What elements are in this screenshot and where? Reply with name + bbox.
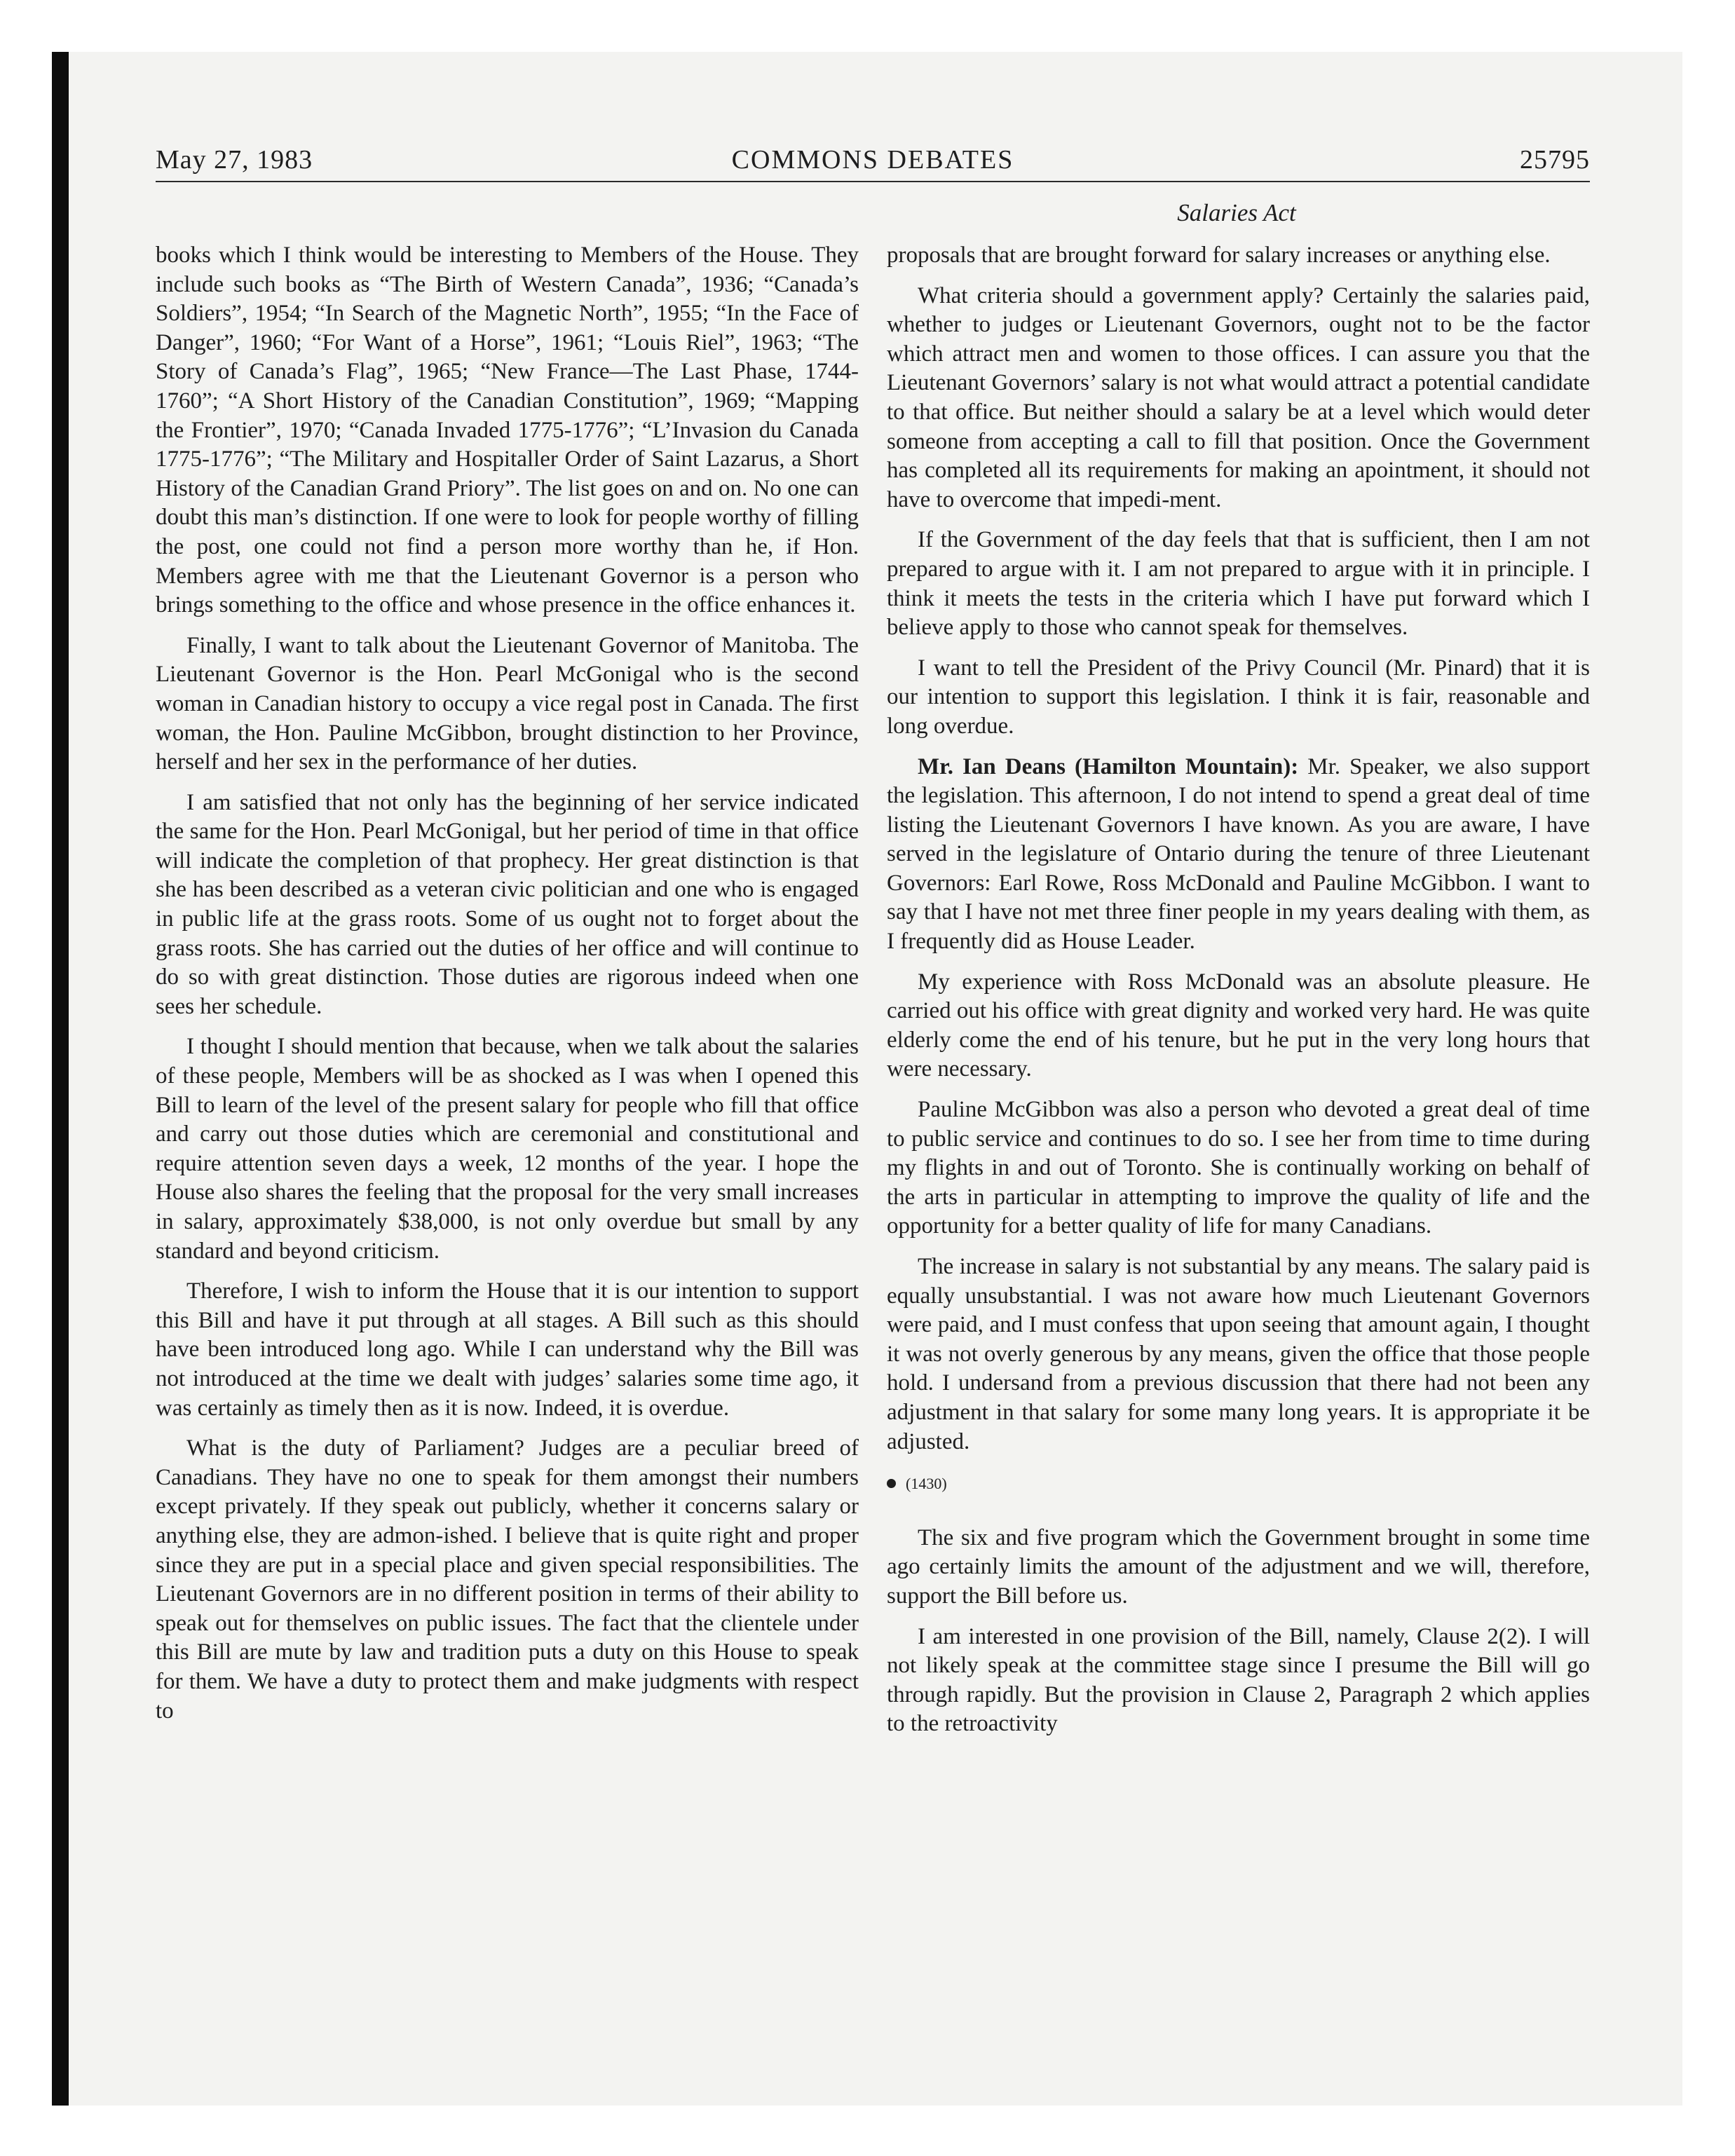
header-date: May 27, 1983 <box>156 145 313 175</box>
paragraph: I am interested in one provision of the Bill, namely, Clause 2(2). I will not likely speak at the committee stage since I presume the Bill will go through rapidly. But the provision in Clause 2, Paragraph 2 which applies to the retroactivity <box>887 1623 1590 1737</box>
bullet-icon <box>887 1479 896 1488</box>
scan-border <box>52 52 69 2106</box>
header-publication-title: COMMONS DEBATES <box>731 145 1014 175</box>
paragraph: My experience with Ross McDonald was an absolute pleasure. He carried out his office with great dignity and worked very hard. He was quite elderly come the end of his tenure, but he put in the very long hours that were necessary. <box>887 969 1590 1082</box>
paragraph: What criteria should a government apply? Certainly the salaries paid, whether to judges or Lieutenant Governors, ought not to be the factor which attract men and women to those offices. I can assure you that the Lieutenant Governors’ salary is not what would attract a potential candidate to that office. But neither should a salary be at a level which would deter someone from accepting a call to fill that position. Once the Government has completed all its requirements for making an apointment, it should not have to overcome that impedi-ment. <box>887 282 1590 512</box>
paragraph: The six and five program which the Government brought in some time ago certainly limits the amount of the adjustment and we will, therefore, support the Bill before us. <box>887 1524 1590 1609</box>
paragraph: Pauline McGibbon was also a person who devoted a great deal of time to public service and continues to do so. I see her from time to time during my flights in and out of Toronto. She is continually working on behalf of the arts in particular in attempting to improve the quality of life and the opportunity for a better quality of life for many Canadians. <box>887 1097 1590 1239</box>
speaker-paragraph <box>887 753 1590 957</box>
paragraph: I want to tell the President of the Privy Council (Mr. Pinard) that it is our intention to support this legislation. I think it is fair, reasonable and long overdue. <box>887 655 1590 739</box>
paragraph: The increase in salary is not substantial by any means. The salary paid is equally unsubstantial. I was not aware how much Lieutenant Governors were paid, and I must confess that upon seeing that amount again, I thought it was not overly generous by any means, given the office that those people hold. I undersand from a previous discussion that there had not been any adjustment in that salary for some many long years. It is appropriate it be adjusted. <box>887 1254 1590 1454</box>
page-header <box>156 144 1590 184</box>
time-marker <box>887 1469 1590 1499</box>
paragraph: I thought I should mention that because, when we talk about the salaries of these people, Members will be as shocked as I was when I opened this Bill to learn of the level of the present salary for people who fill that office and carry out those duties which are ceremonial and constitutional and require attention seven days a week, 12 months of the year. I hope the House also shares the feeling that the proposal for the very small increases in salary, approximately $38,000, is not only overdue but small by any standard and beyond criticism. <box>156 1034 859 1264</box>
right-column <box>887 241 1590 1750</box>
paragraph: Finally, I want to talk about the Lieutenant Governor of Manitoba. The Lieutenant Governor is the Hon. Pearl McGonigal who is the second woman in Canadian history to occupy a vice regal post in Canada. The first woman, the Hon. Pauline McGibbon, brought distinction to her Province, herself and her sex in the performance of her duties. <box>156 632 859 775</box>
paragraph: If the Government of the day feels that that is sufficient, then I am not prepared to argue with it. I am not prepared to argue with it in principle. I think it meets the tests in the criteria which I have put forward which I believe apply to those who cannot speak for themselves. <box>887 527 1590 641</box>
section-title: Salaries Act <box>1177 199 1296 226</box>
paragraph: I am satisfied that not only has the beginning of her service indicated the same for the Hon. Pearl McGonigal, but her period of time in that office will indicate the completion of that prophecy. Her great distinction is that she has been described as a veteran civic politician and one who is engaged in public life at the grass roots. Some of us ought not to forget about the grass roots. She has carried out the duties of her office and will continue to do so with great distinction. Those duties are rigorous indeed when one sees her schedule. <box>156 789 859 1019</box>
paragraph: proposals that are brought forward for salary increases or anything else. <box>887 243 1551 268</box>
paragraph: What is the duty of Parliament? Judges are a peculiar breed of Canadians. They have no one to speak for them amongst their numbers except privately. If they speak out publicly, whether it concerns salary or anything else, they are admon-ished. I believe that is quite right and proper since they are put in a special place and given special responsibilities. The Lieutenant Governors are in no different position in terms of their ability to speak out for themselves on public issues. The fact that the clientele under this Bill are mute by law and tradition puts a duty on this House to speak for them. We have a duty to protect them and make judgments with respect to <box>156 1435 859 1724</box>
speaker-text: Mr. Speaker, we also support the legislation. This afternoon, I do not intend to spend a great deal of time listing the Lieutenant Governors I have known. As you are aware, I have served in the legislature of Ontario during the tenure of three Lieutenant Governors: Earl Rowe, Ross McDonald and Pauline McGibbon. I want to say that I have not met three finer people in my years dealing with them, as I frequently did as House Leader. <box>887 753 1590 955</box>
paragraph: books which I think would be interesting to Members of the House. They include such books as “The Birth of Western Canada”, 1936; “Canada’s Soldiers”, 1954; “In Search of the Magnetic North”, 1955; “In the Face of Danger”, 1960; “For Want of a Horse”, 1961; “Louis Riel”, 1963; “The Story of Canada’s Flag”, 1965; “New France—The Last Phase, 1744-1760”; “A Short History of the Canadian Constitution”, 1969; “Mapping the Frontier”, 1970; “Canada Invaded 1775-1776”; “L’Invasion du Canada 1775-1776”; “The Military and Hospitaller Order of Saint Lazarus, a Short History of the Canadian Grand Priory”. The list goes on and on. No one can doubt this man’s distinction. If one were to look for people worthy of filling the post, one could not find a person more worthy than he, if Hon. Members agree with me that the Lieutenant Governor is a person who brings something to the office and whose presence in the office enhances it. <box>156 243 859 618</box>
header-page-number: 25795 <box>1520 145 1590 175</box>
left-column <box>156 241 859 1737</box>
paragraph: Therefore, I wish to inform the House that it is our intention to support this Bill and have it put through at all stages. A Bill such as this should have been introduced long ago. While I can understand why the Bill was not introduced at the time we dealt with judges’ salaries some time ago, it was certainly as timely then as it is now. Indeed, it is overdue. <box>156 1278 859 1421</box>
speaker-name: Mr. Ian Deans (Hamilton Mountain): <box>918 753 1299 779</box>
header-rule <box>156 181 1590 182</box>
time-marker-text: (1430) <box>906 1475 947 1493</box>
